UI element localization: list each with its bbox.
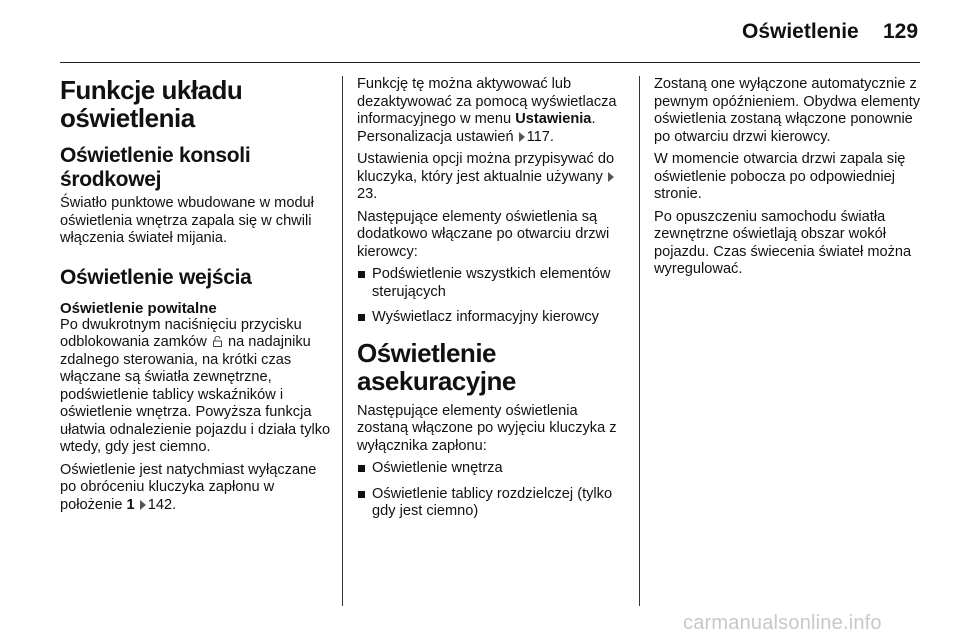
- paragraph: Następujące elementy oświetlenia są dodatkowo włączane po otwarciu drzwi kierowcy:: [357, 208, 610, 260]
- paragraph: Po opuszczeniu samochodu światła zewnętrzne oświetlają obszar wokół pojazdu. Czas świecenia świateł można wyregulować.: [654, 208, 912, 277]
- subsection-heading-entry-light: Oświetlenie wejścia: [60, 265, 252, 289]
- reference-arrow-icon: [140, 500, 146, 510]
- column-1: [60, 76, 332, 519]
- paragraph: Po dwukrotnym naciśnięciu przycisku odblokowania zamków na nadajniku zdalnego sterowania, na krótki czas włączane są światła zewnętrzne, podświetlenie tablicy wskaźników i oświetlenie wnętrza. Powyższa funkcja ułatwia odnalezienie pojazdu i działa tylko wtedy, gdy jest ciemno.: [60, 316, 331, 455]
- page-reference: 23.: [357, 186, 378, 202]
- bullet-square-icon: [358, 491, 365, 498]
- column-divider-left: [342, 76, 343, 606]
- chapter-title: Oświetlenie: [742, 20, 859, 43]
- list-item: Oświetlenie tablicy rozdzielczej (tylko gdy jest ciemno): [357, 486, 627, 521]
- paragraph: Funkcję tę można aktywować lub dezaktywować za pomocą wyświetlacza informacyjnego w menu Ustawienia. Personalizacja ustawień 117.: [357, 76, 617, 145]
- header-divider: [60, 62, 920, 63]
- sub-subsection-heading-welcome-light: Oświetlenie powitalne: [60, 299, 217, 317]
- paragraph: W momencie otwarcia drzwi zapala się oświetlenie pobocza po odpowiedniej stronie.: [654, 151, 906, 202]
- list-item: Podświetlenie wszystkich elementów sterujących: [357, 266, 627, 301]
- unlock-icon: [213, 336, 222, 347]
- paragraph: Ustawienia opcji można przypisywać do kluczyka, który jest aktualnie używany 23.: [357, 151, 615, 202]
- page-reference: 117.: [526, 128, 554, 145]
- watermark: carmanualsonline.info: [683, 612, 882, 634]
- column-3: [654, 76, 924, 284]
- reference-arrow-icon: [519, 132, 525, 142]
- menu-name: Ustawienia: [515, 111, 592, 127]
- list-item: Oświetlenie wnętrza: [357, 460, 627, 478]
- paragraph: Oświetlenie jest natychmiast wyłączane po obróceniu kluczyka zapłonu w położenie 1 142.: [60, 461, 317, 513]
- subsection-heading-console-light: Oświetlenie konsoli środkowej: [60, 144, 251, 191]
- paragraph: Zostaną one wyłączone automatycznie z pewnym opóźnieniem. Obydwa elementy oświetlenia zostaną włączone ponownie po otwarciu drzwi kierowcy.: [654, 76, 921, 145]
- section-heading-safety-light: Oświetlenie asekuracyjne: [357, 337, 516, 396]
- column-divider-right: [639, 76, 640, 606]
- bullet-square-icon: [358, 271, 365, 278]
- bullet-list: [357, 266, 627, 327]
- page-reference: 142.: [147, 496, 177, 513]
- bullet-square-icon: [358, 314, 365, 321]
- list-item: Wyświetlacz informacyjny kierowcy: [357, 309, 627, 327]
- reference-arrow-icon: [608, 172, 614, 182]
- section-heading: Funkcje układu oświetlenia: [60, 75, 243, 133]
- column-2: [357, 76, 627, 529]
- paragraph: Światło punktowe wbudowane w moduł oświetlenia wnętrza zapala się w chwili włączenia świateł mijania.: [60, 195, 314, 246]
- bullet-list: [357, 460, 627, 521]
- paragraph: Następujące elementy oświetlenia zostaną włączone po wyjęciu kluczyka z wyłącznika zapłonu:: [357, 402, 617, 454]
- bullet-square-icon: [358, 465, 365, 472]
- page-header: [0, 14, 960, 54]
- page-number: 129: [883, 20, 919, 43]
